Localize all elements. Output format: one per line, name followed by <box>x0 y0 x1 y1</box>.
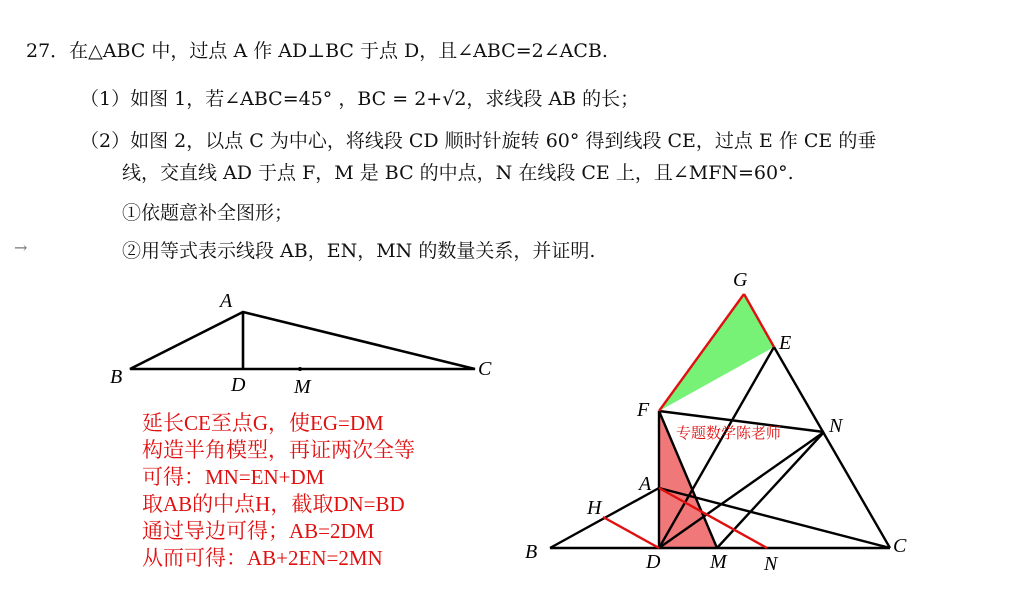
note-line: 从而可得：AB+2EN=2MN <box>142 546 383 570</box>
point-m <box>298 367 302 371</box>
label-m: M <box>710 551 727 573</box>
note-line: 构造半角模型，再证两次全等 <box>142 438 415 462</box>
problem-part1: （1）如图 1，若∠ABC=45° ，BC = 2+√2，求线段 AB 的长； <box>80 88 640 110</box>
segment-mn <box>717 432 824 548</box>
note-line: 取AB的中点H，截取DN=BD <box>142 492 405 516</box>
margin-arrow-marker: → <box>14 238 28 257</box>
problem-part2-line1: （2）如图 2，以点 C 为中心，将线段 CD 顺时针旋转 60° 得到线段 CE，过点 E 作 CE 的垂 <box>80 130 877 152</box>
note-line: 通过导边可得；AB=2DM <box>142 519 375 543</box>
label-a: A <box>220 290 233 312</box>
note-line: 延长CE至点G，使EG=DM <box>142 411 384 435</box>
problem-part2-line2: 线，交直线 AD 于点 F，M 是 BC 的中点，N 在线段 CE 上，且∠MFN=60°. <box>122 162 794 184</box>
label-h: H <box>587 497 602 519</box>
label-n-upper: N <box>829 415 843 437</box>
label-n-lower: N <box>764 553 778 575</box>
label-c: C <box>893 535 907 557</box>
label-a: A <box>639 473 652 495</box>
note-line: 可得：MN=EN+DM <box>142 465 325 489</box>
label-m: M <box>294 376 311 398</box>
watermark: 专题数学陈老师 <box>676 424 782 442</box>
label-d: D <box>646 551 661 573</box>
red-segment-hd <box>603 517 659 548</box>
label-g: G <box>733 269 748 291</box>
label-f: F <box>637 399 650 421</box>
label-d: D <box>231 374 246 396</box>
figure-2 <box>515 262 935 582</box>
segment-ec <box>774 347 890 548</box>
problem-sub1: ①依题意补全图形； <box>122 202 294 224</box>
label-b: B <box>110 366 123 388</box>
label-e: E <box>779 332 792 354</box>
problem-sub2: ②用等式表示线段 AB，EN，MN 的数量关系，并证明. <box>122 240 596 262</box>
green-triangle-gef <box>659 294 774 411</box>
label-b: B <box>525 541 538 563</box>
figure-1 <box>100 285 500 405</box>
solution-notes <box>142 410 415 572</box>
problem-main: 27．在△ABC 中，过点 A 作 AD⊥BC 于点 D，且∠ABC=2∠ACB. <box>26 40 608 62</box>
label-c: C <box>478 358 492 380</box>
triangle-abc <box>130 312 475 369</box>
